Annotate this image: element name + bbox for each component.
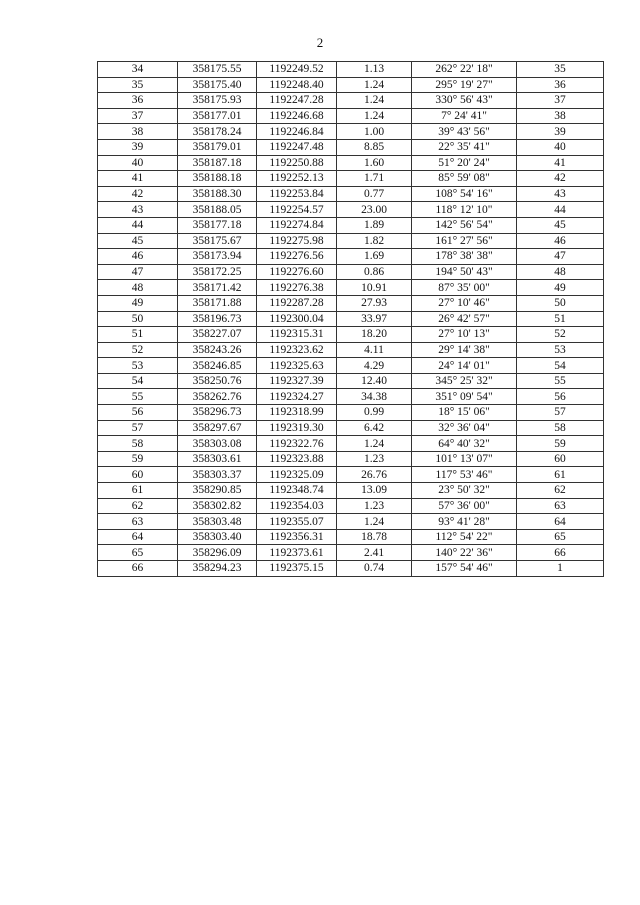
- y-coordinate-cell: 1192373.61: [257, 545, 337, 561]
- segment-length-cell: 1.69: [337, 249, 412, 265]
- point-number-cell: 59: [98, 451, 178, 467]
- segment-length-cell: 1.82: [337, 233, 412, 249]
- point-number-cell: 57: [98, 420, 178, 436]
- table-row: [98, 483, 604, 499]
- y-coordinate-cell: 1192276.38: [257, 280, 337, 296]
- table-row: [98, 389, 604, 405]
- segment-length-cell: 4.29: [337, 358, 412, 374]
- table-row: [98, 451, 604, 467]
- x-coordinate-cell: 358171.42: [178, 280, 257, 296]
- table-row: [98, 233, 604, 249]
- segment-length-cell: 1.89: [337, 217, 412, 233]
- y-coordinate-cell: 1192322.76: [257, 436, 337, 452]
- segment-length-cell: 34.38: [337, 389, 412, 405]
- table-row: [98, 264, 604, 280]
- segment-length-cell: 1.23: [337, 498, 412, 514]
- point-number-cell: 58: [98, 436, 178, 452]
- next-point-cell: 35: [517, 62, 604, 78]
- x-coordinate-cell: 358177.18: [178, 217, 257, 233]
- x-coordinate-cell: 358303.61: [178, 451, 257, 467]
- direction-angle-cell: 117° 53' 46": [412, 467, 517, 483]
- y-coordinate-cell: 1192253.84: [257, 186, 337, 202]
- direction-angle-cell: 178° 38' 38": [412, 249, 517, 265]
- point-number-cell: 43: [98, 202, 178, 218]
- coordinates-table: [97, 61, 604, 577]
- next-point-cell: 62: [517, 483, 604, 499]
- segment-length-cell: 8.85: [337, 139, 412, 155]
- table-row: [98, 217, 604, 233]
- y-coordinate-cell: 1192323.62: [257, 342, 337, 358]
- next-point-cell: 57: [517, 405, 604, 421]
- table-row: [98, 171, 604, 187]
- y-coordinate-cell: 1192323.88: [257, 451, 337, 467]
- x-coordinate-cell: 358188.05: [178, 202, 257, 218]
- next-point-cell: 66: [517, 545, 604, 561]
- next-point-cell: 63: [517, 498, 604, 514]
- x-coordinate-cell: 358243.26: [178, 342, 257, 358]
- point-number-cell: 64: [98, 529, 178, 545]
- table-row: [98, 373, 604, 389]
- direction-angle-cell: 194° 50' 43": [412, 264, 517, 280]
- next-point-cell: 42: [517, 171, 604, 187]
- direction-angle-cell: 51° 20' 24": [412, 155, 517, 171]
- y-coordinate-cell: 1192300.04: [257, 311, 337, 327]
- table-row: [98, 420, 604, 436]
- segment-length-cell: 18.78: [337, 529, 412, 545]
- next-point-cell: 39: [517, 124, 604, 140]
- x-coordinate-cell: 358178.24: [178, 124, 257, 140]
- direction-angle-cell: 93° 41' 28": [412, 514, 517, 530]
- x-coordinate-cell: 358246.85: [178, 358, 257, 374]
- point-number-cell: 40: [98, 155, 178, 171]
- direction-angle-cell: 24° 14' 01": [412, 358, 517, 374]
- segment-length-cell: 1.24: [337, 93, 412, 109]
- segment-length-cell: 0.74: [337, 561, 412, 577]
- y-coordinate-cell: 1192276.56: [257, 249, 337, 265]
- next-point-cell: 47: [517, 249, 604, 265]
- segment-length-cell: 1.71: [337, 171, 412, 187]
- point-number-cell: 46: [98, 249, 178, 265]
- x-coordinate-cell: 358303.48: [178, 514, 257, 530]
- x-coordinate-cell: 358171.88: [178, 295, 257, 311]
- point-number-cell: 61: [98, 483, 178, 499]
- direction-angle-cell: 351° 09' 54": [412, 389, 517, 405]
- y-coordinate-cell: 1192325.63: [257, 358, 337, 374]
- direction-angle-cell: 85° 59' 08": [412, 171, 517, 187]
- segment-length-cell: 0.86: [337, 264, 412, 280]
- segment-length-cell: 6.42: [337, 420, 412, 436]
- next-point-cell: 64: [517, 514, 604, 530]
- direction-angle-cell: 140° 22' 36": [412, 545, 517, 561]
- next-point-cell: 41: [517, 155, 604, 171]
- y-coordinate-cell: 1192348.74: [257, 483, 337, 499]
- direction-angle-cell: 7° 24' 41": [412, 108, 517, 124]
- next-point-cell: 59: [517, 436, 604, 452]
- next-point-cell: 55: [517, 373, 604, 389]
- table-row: [98, 514, 604, 530]
- point-number-cell: 66: [98, 561, 178, 577]
- point-number-cell: 65: [98, 545, 178, 561]
- next-point-cell: 60: [517, 451, 604, 467]
- y-coordinate-cell: 1192254.57: [257, 202, 337, 218]
- y-coordinate-cell: 1192354.03: [257, 498, 337, 514]
- direction-angle-cell: 18° 15' 06": [412, 405, 517, 421]
- y-coordinate-cell: 1192324.27: [257, 389, 337, 405]
- table-row: [98, 295, 604, 311]
- direction-angle-cell: 87° 35' 00": [412, 280, 517, 296]
- table-row: [98, 108, 604, 124]
- next-point-cell: 36: [517, 77, 604, 93]
- table-row: [98, 311, 604, 327]
- direction-angle-cell: 57° 36' 00": [412, 498, 517, 514]
- point-number-cell: 50: [98, 311, 178, 327]
- next-point-cell: 49: [517, 280, 604, 296]
- table-row: [98, 77, 604, 93]
- next-point-cell: 53: [517, 342, 604, 358]
- point-number-cell: 62: [98, 498, 178, 514]
- next-point-cell: 52: [517, 327, 604, 343]
- table-row: [98, 202, 604, 218]
- next-point-cell: 48: [517, 264, 604, 280]
- segment-length-cell: 10.91: [337, 280, 412, 296]
- x-coordinate-cell: 358188.30: [178, 186, 257, 202]
- x-coordinate-cell: 358296.09: [178, 545, 257, 561]
- y-coordinate-cell: 1192246.68: [257, 108, 337, 124]
- y-coordinate-cell: 1192327.39: [257, 373, 337, 389]
- direction-angle-cell: 27° 10' 46": [412, 295, 517, 311]
- table-row: [98, 249, 604, 265]
- page-number: 2: [316, 35, 324, 50]
- point-number-cell: 55: [98, 389, 178, 405]
- y-coordinate-cell: 1192274.84: [257, 217, 337, 233]
- next-point-cell: 1: [517, 561, 604, 577]
- segment-length-cell: 1.60: [337, 155, 412, 171]
- x-coordinate-cell: 358196.73: [178, 311, 257, 327]
- point-number-cell: 48: [98, 280, 178, 296]
- table-row: [98, 561, 604, 577]
- point-number-cell: 49: [98, 295, 178, 311]
- point-number-cell: 47: [98, 264, 178, 280]
- y-coordinate-cell: 1192248.40: [257, 77, 337, 93]
- table-row: [98, 529, 604, 545]
- table-row: [98, 405, 604, 421]
- segment-length-cell: 12.40: [337, 373, 412, 389]
- next-point-cell: 37: [517, 93, 604, 109]
- x-coordinate-cell: 358172.25: [178, 264, 257, 280]
- y-coordinate-cell: 1192315.31: [257, 327, 337, 343]
- table-row: [98, 93, 604, 109]
- x-coordinate-cell: 358175.67: [178, 233, 257, 249]
- x-coordinate-cell: 358187.18: [178, 155, 257, 171]
- table-row: [98, 186, 604, 202]
- segment-length-cell: 1.24: [337, 436, 412, 452]
- table-row: [98, 62, 604, 78]
- y-coordinate-cell: 1192356.31: [257, 529, 337, 545]
- direction-angle-cell: 29° 14' 38": [412, 342, 517, 358]
- y-coordinate-cell: 1192355.07: [257, 514, 337, 530]
- y-coordinate-cell: 1192246.84: [257, 124, 337, 140]
- point-number-cell: 51: [98, 327, 178, 343]
- point-number-cell: 45: [98, 233, 178, 249]
- direction-angle-cell: 23° 50' 32": [412, 483, 517, 499]
- direction-angle-cell: 64° 40' 32": [412, 436, 517, 452]
- segment-length-cell: 13.09: [337, 483, 412, 499]
- table-row: [98, 358, 604, 374]
- point-number-cell: 60: [98, 467, 178, 483]
- table-row: [98, 467, 604, 483]
- point-number-cell: 38: [98, 124, 178, 140]
- point-number-cell: 35: [98, 77, 178, 93]
- x-coordinate-cell: 358179.01: [178, 139, 257, 155]
- direction-angle-cell: 108° 54' 16": [412, 186, 517, 202]
- x-coordinate-cell: 358173.94: [178, 249, 257, 265]
- segment-length-cell: 1.24: [337, 77, 412, 93]
- y-coordinate-cell: 1192276.60: [257, 264, 337, 280]
- table-row: [98, 436, 604, 452]
- point-number-cell: 37: [98, 108, 178, 124]
- next-point-cell: 51: [517, 311, 604, 327]
- segment-length-cell: 2.41: [337, 545, 412, 561]
- segment-length-cell: 0.77: [337, 186, 412, 202]
- next-point-cell: 43: [517, 186, 604, 202]
- direction-angle-cell: 39° 43' 56": [412, 124, 517, 140]
- y-coordinate-cell: 1192247.28: [257, 93, 337, 109]
- segment-length-cell: 27.93: [337, 295, 412, 311]
- direction-angle-cell: 118° 12' 10": [412, 202, 517, 218]
- x-coordinate-cell: 358303.40: [178, 529, 257, 545]
- x-coordinate-cell: 358175.40: [178, 77, 257, 93]
- point-number-cell: 44: [98, 217, 178, 233]
- x-coordinate-cell: 358175.55: [178, 62, 257, 78]
- next-point-cell: 46: [517, 233, 604, 249]
- direction-angle-cell: 22° 35' 41": [412, 139, 517, 155]
- point-number-cell: 53: [98, 358, 178, 374]
- table-row: [98, 139, 604, 155]
- table-row: [98, 342, 604, 358]
- y-coordinate-cell: 1192247.48: [257, 139, 337, 155]
- direction-angle-cell: 262° 22' 18": [412, 62, 517, 78]
- segment-length-cell: 26.76: [337, 467, 412, 483]
- x-coordinate-cell: 358250.76: [178, 373, 257, 389]
- y-coordinate-cell: 1192287.28: [257, 295, 337, 311]
- x-coordinate-cell: 358303.08: [178, 436, 257, 452]
- x-coordinate-cell: 358262.76: [178, 389, 257, 405]
- next-point-cell: 40: [517, 139, 604, 155]
- point-number-cell: 42: [98, 186, 178, 202]
- point-number-cell: 36: [98, 93, 178, 109]
- segment-length-cell: 33.97: [337, 311, 412, 327]
- next-point-cell: 58: [517, 420, 604, 436]
- segment-length-cell: 1.00: [337, 124, 412, 140]
- direction-angle-cell: 295° 19' 27": [412, 77, 517, 93]
- direction-angle-cell: 161° 27' 56": [412, 233, 517, 249]
- segment-length-cell: 23.00: [337, 202, 412, 218]
- table-row: [98, 280, 604, 296]
- y-coordinate-cell: 1192249.52: [257, 62, 337, 78]
- x-coordinate-cell: 358290.85: [178, 483, 257, 499]
- y-coordinate-cell: 1192275.98: [257, 233, 337, 249]
- next-point-cell: 54: [517, 358, 604, 374]
- direction-angle-cell: 142° 56' 54": [412, 217, 517, 233]
- segment-length-cell: 4.11: [337, 342, 412, 358]
- direction-angle-cell: 26° 42' 57": [412, 311, 517, 327]
- x-coordinate-cell: 358303.37: [178, 467, 257, 483]
- x-coordinate-cell: 358297.67: [178, 420, 257, 436]
- y-coordinate-cell: 1192319.30: [257, 420, 337, 436]
- point-number-cell: 56: [98, 405, 178, 421]
- segment-length-cell: 1.13: [337, 62, 412, 78]
- next-point-cell: 45: [517, 217, 604, 233]
- x-coordinate-cell: 358227.07: [178, 327, 257, 343]
- next-point-cell: 44: [517, 202, 604, 218]
- point-number-cell: 39: [98, 139, 178, 155]
- segment-length-cell: 1.24: [337, 514, 412, 530]
- direction-angle-cell: 32° 36' 04": [412, 420, 517, 436]
- table-row: [98, 155, 604, 171]
- point-number-cell: 52: [98, 342, 178, 358]
- segment-length-cell: 0.99: [337, 405, 412, 421]
- table-row: [98, 545, 604, 561]
- next-point-cell: 56: [517, 389, 604, 405]
- table-row: [98, 498, 604, 514]
- segment-length-cell: 1.23: [337, 451, 412, 467]
- x-coordinate-cell: 358188.18: [178, 171, 257, 187]
- y-coordinate-cell: 1192325.09: [257, 467, 337, 483]
- direction-angle-cell: 345° 25' 32": [412, 373, 517, 389]
- direction-angle-cell: 101° 13' 07": [412, 451, 517, 467]
- segment-length-cell: 18.20: [337, 327, 412, 343]
- y-coordinate-cell: 1192252.13: [257, 171, 337, 187]
- point-number-cell: 54: [98, 373, 178, 389]
- direction-angle-cell: 157° 54' 46": [412, 561, 517, 577]
- y-coordinate-cell: 1192318.99: [257, 405, 337, 421]
- coordinates-table-body: [98, 62, 604, 577]
- y-coordinate-cell: 1192375.15: [257, 561, 337, 577]
- x-coordinate-cell: 358296.73: [178, 405, 257, 421]
- next-point-cell: 38: [517, 108, 604, 124]
- direction-angle-cell: 330° 56' 43": [412, 93, 517, 109]
- x-coordinate-cell: 358294.23: [178, 561, 257, 577]
- next-point-cell: 50: [517, 295, 604, 311]
- x-coordinate-cell: 358177.01: [178, 108, 257, 124]
- y-coordinate-cell: 1192250.88: [257, 155, 337, 171]
- next-point-cell: 65: [517, 529, 604, 545]
- direction-angle-cell: 112° 54' 22": [412, 529, 517, 545]
- segment-length-cell: 1.24: [337, 108, 412, 124]
- point-number-cell: 63: [98, 514, 178, 530]
- point-number-cell: 34: [98, 62, 178, 78]
- x-coordinate-cell: 358175.93: [178, 93, 257, 109]
- next-point-cell: 61: [517, 467, 604, 483]
- direction-angle-cell: 27° 10' 13": [412, 327, 517, 343]
- table-row: [98, 327, 604, 343]
- point-number-cell: 41: [98, 171, 178, 187]
- x-coordinate-cell: 358302.82: [178, 498, 257, 514]
- table-row: [98, 124, 604, 140]
